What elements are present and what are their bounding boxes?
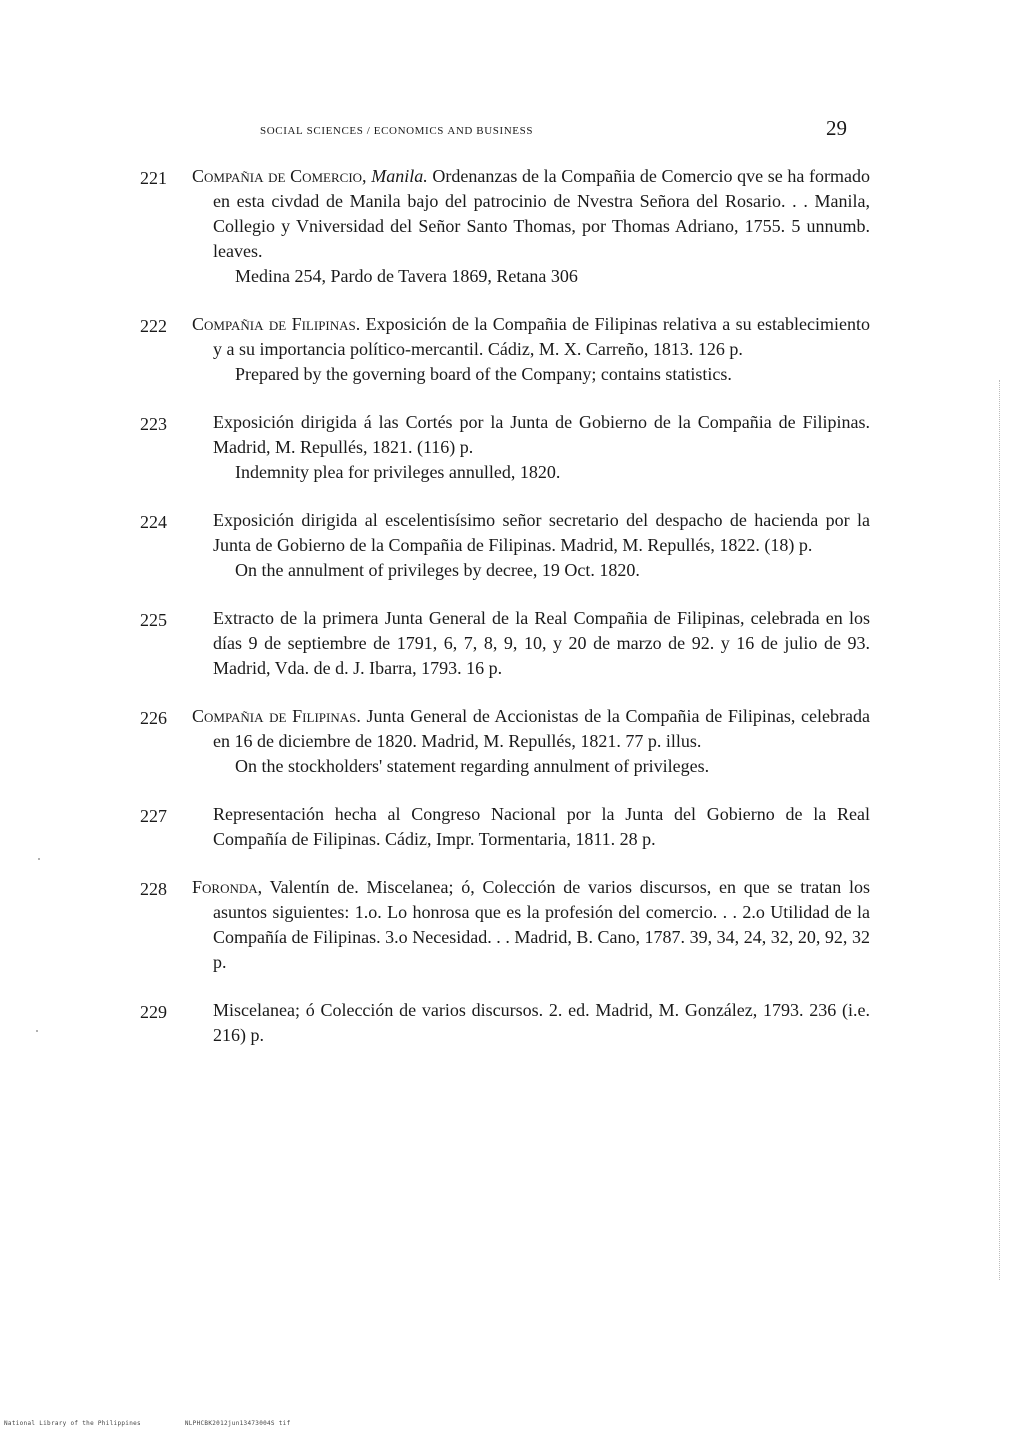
- entry-text: [213, 998, 870, 1048]
- scan-speck: [36, 1030, 38, 1032]
- running-head: social sciences / economics and business: [260, 122, 534, 138]
- entry-note: Indemnity plea for privileges annulled, 1820.: [235, 462, 561, 482]
- entry-body: Exposición dirigida al escelentisísimo señor secretario del despacho de hacienda por la Junta de Gobierno de la Compañia de Filipinas. Madrid, M. Repullés, 1822. (18) p.: [213, 510, 870, 555]
- entry-number: 229: [140, 1002, 167, 1022]
- entry-body: Exposición de la Compañia de Filipinas relativa a su establecimiento y a su importancia político-mercantil. Cádiz, M. X. Carreño, 1813. 126 p.: [213, 314, 870, 359]
- entry-text: [192, 875, 870, 975]
- entry-221: [140, 164, 870, 289]
- entry-222: [140, 312, 870, 387]
- entry-number: 228: [140, 879, 167, 899]
- entry-body: Valentín de. Miscelanea; ó, Colección de varios discursos, en que se tratan los asuntos siguientes: 1.o. Lo honrosa que es la profesión del comercio. . . 2.o Utilidad de la Compañía de Filipinas. 3.o Necesidad. . . Madrid, B. Cano, 1787. 39, 34, 24, 32, 20, 92, 32 p.: [213, 877, 870, 972]
- entry-number: 221: [140, 168, 167, 188]
- entry-text: [213, 802, 870, 852]
- entry-note: On the annulment of privileges by decree, 19 Oct. 1820.: [235, 560, 640, 580]
- footer-library: National Library of the Philippines: [4, 1420, 141, 1427]
- entry-number: 226: [140, 708, 167, 728]
- scan-speck: [38, 858, 40, 860]
- entry-227: [140, 802, 870, 852]
- entry-author: Compañia de Filipinas.: [192, 706, 361, 726]
- entry-number: 225: [140, 610, 167, 630]
- entry-226: [140, 704, 870, 779]
- entry-body: Representación hecha al Congreso Nacional por la Junta del Gobierno de la Real Compañía de Filipinas. Cádiz, Impr. Tormentaria, 1811. 28 p.: [213, 804, 870, 849]
- footer-file-id: NLPHCBK2012jun13473004S tif: [184, 1420, 291, 1427]
- entry-place: Manila.: [371, 166, 428, 186]
- entry-text: [192, 704, 871, 754]
- entry-body: Exposición dirigida á las Cortés por la Junta de Gobierno de la Compañia de Filipinas. Madrid, M. Repullés, 1821. (116) p.: [213, 412, 870, 457]
- scan-edge-artifact: [999, 380, 1001, 1280]
- entry-text: [213, 508, 870, 558]
- entry-number: 224: [140, 512, 167, 532]
- entry-author: Compañia de Filipinas.: [192, 314, 361, 334]
- scan-footer: [4, 1420, 331, 1427]
- entry-224: [140, 508, 870, 583]
- entry-note: Prepared by the governing board of the Company; contains statistics.: [235, 364, 732, 384]
- bibliography-entries: [140, 164, 870, 1071]
- entry-body: Ordenanzas de la Compañia de Comercio qve se ha formado en esta civdad de Manila bajo del patrocinio de Nvestra Señora del Rosario. . . Manila, Collegio y Vniversidad del Señor Santo Thomas, por Thomas Adriano, 1755. 5 unnumb. leaves.: [213, 166, 871, 261]
- entry-author: Foronda,: [192, 877, 263, 897]
- page-number: 29: [826, 116, 847, 140]
- entry-229: [140, 998, 870, 1048]
- entry-note: On the stockholders' statement regarding annulment of privileges.: [235, 756, 710, 776]
- page-header: [0, 112, 1011, 146]
- entry-number: 223: [140, 414, 167, 434]
- entry-text: [192, 164, 871, 264]
- entry-223: [140, 410, 870, 485]
- entry-body: Extracto de la primera Junta General de la Real Compañia de Filipinas, celebrada en los días 9 de septiembre de 1791, 6, 7, 8, 9, 10, y 20 de marzo de 92. y 16 de julio de 93. Madrid, Vda. de d. J. Ibarra, 1793. 16 p.: [213, 608, 870, 678]
- entry-number: 227: [140, 806, 167, 826]
- entry-text: [213, 606, 870, 681]
- entry-body: Junta General de Accionistas de la Compañia de Filipinas, celebrada en 16 de diciembre de 1820. Madrid, M. Repullés, 1821. 77 p. illus.: [213, 706, 871, 751]
- entry-body: Miscelanea; ó Colección de varios discursos. 2. ed. Madrid, M. González, 1793. 236 (i.e. 216) p.: [213, 1000, 870, 1045]
- entry-text: [213, 410, 870, 460]
- entry-text: [192, 312, 870, 362]
- entry-note: Medina 254, Pardo de Tavera 1869, Retana 306: [235, 266, 578, 286]
- entry-number: 222: [140, 316, 167, 336]
- entry-225: [140, 606, 870, 681]
- entry-228: [140, 875, 870, 975]
- entry-author: Compañia de Comercio,: [192, 166, 367, 186]
